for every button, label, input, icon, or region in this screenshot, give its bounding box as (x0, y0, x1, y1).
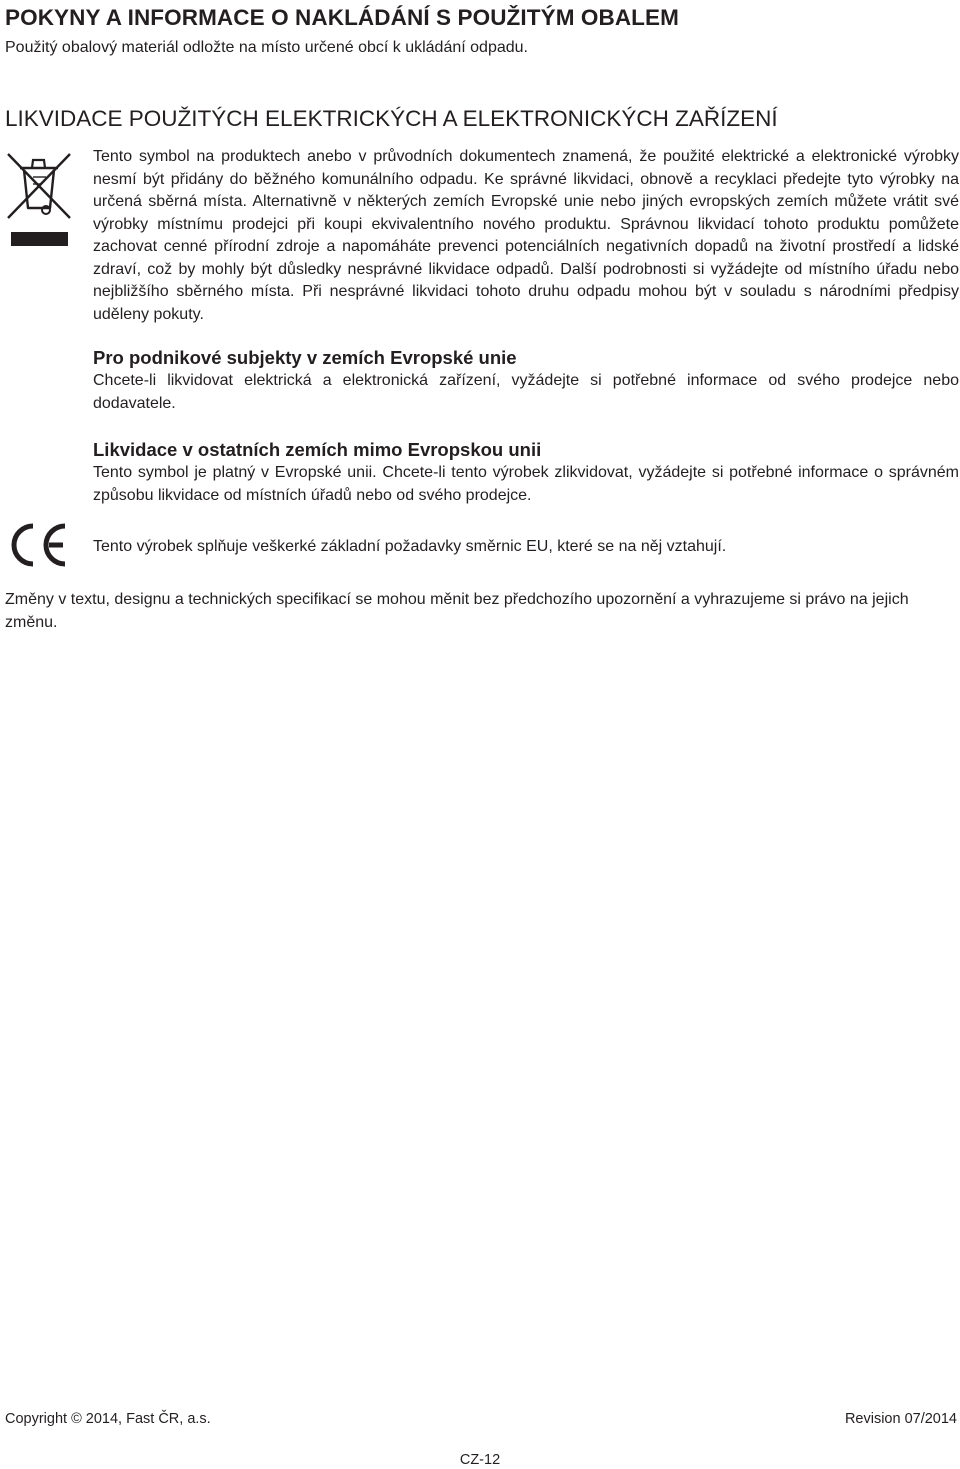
page-number: CZ-12 (459, 1452, 501, 1468)
weee-title: LIKVIDACE POUŽITÝCH ELEKTRICKÝCH A ELEKTRONICKÝCH ZAŘÍZENÍ (5, 106, 778, 131)
ce-mark-icon (5, 520, 71, 570)
weee-text: Tento symbol na produktech anebo v průvodních dokumentech znamená, že použité elektrické a elektronické výrobky nesmí být přidány do běžného komunálního odpadu. Ke správné likvidaci, obnově a recyklaci předejte tyto výrobky na určená sběrná místa. Alternativně v některých zemích Evropské unie nebo jiných evropských zemích můžete vrátit své výrobky místnímu prodejci při koupi ekvivalentního nového produktu. Správnou likvidací tohoto produktu pomůžete zachovat cenné přírodní zdroje a napomáháte prevenci potenciálních negativních dopadů na životní prostředí a lidské zdraví, což by mohly být důsledky nesprávné likvidace odpadů. Další podrobnosti si vyžádejte od místního úřadu nebo nejbližšího sběrného místa. Při nesprávné likvidaci tohoto druhu odpadu mohou být v souladu s národními předpisy uděleny pokuty. (93, 148, 959, 323)
eu-business-text: Chcete-li likvidovat elektrická a elektronická zařízení, vyžádejte si potřebné informace od svého prodejce nebo dodavatele. (93, 372, 959, 412)
revision: Revision 07/2014 (844, 1411, 957, 1427)
eu-business-title: Pro podnikové subjekty v zemích Evropské unie (93, 347, 517, 368)
weee-crossed-bin-icon (6, 148, 72, 248)
non-eu-title: Likvidace v ostatních zemích mimo Evropskou unii (93, 439, 542, 460)
non-eu-text: Tento symbol je platný v Evropské unii. Chcete-li tento výrobek zlikvidovat, vyžádejte si potřebné informace o správném způsobu likvidace od místních úřadů nebo od svého prodejce. (93, 464, 959, 504)
change-notice: Změny v textu, designu a technických specifikací se mohou měnit bez předchozího upozornění a vyhrazujeme si právo na jejich změnu. (5, 591, 909, 631)
copyright: Copyright © 2014, Fast ČR, a.s. (5, 1411, 211, 1427)
packaging-title: POKYNY A INFORMACE O NAKLÁDÁNÍ S POUŽITÝM OBALEM (5, 5, 679, 30)
ce-text: Tento výrobek splňuje veškerké základní požadavky směrnic EU, které se na něj vztahují. (93, 538, 727, 555)
packaging-text: Použitý obalový materiál odložte na místo určené obcí k ukládání odpadu. (5, 39, 528, 56)
